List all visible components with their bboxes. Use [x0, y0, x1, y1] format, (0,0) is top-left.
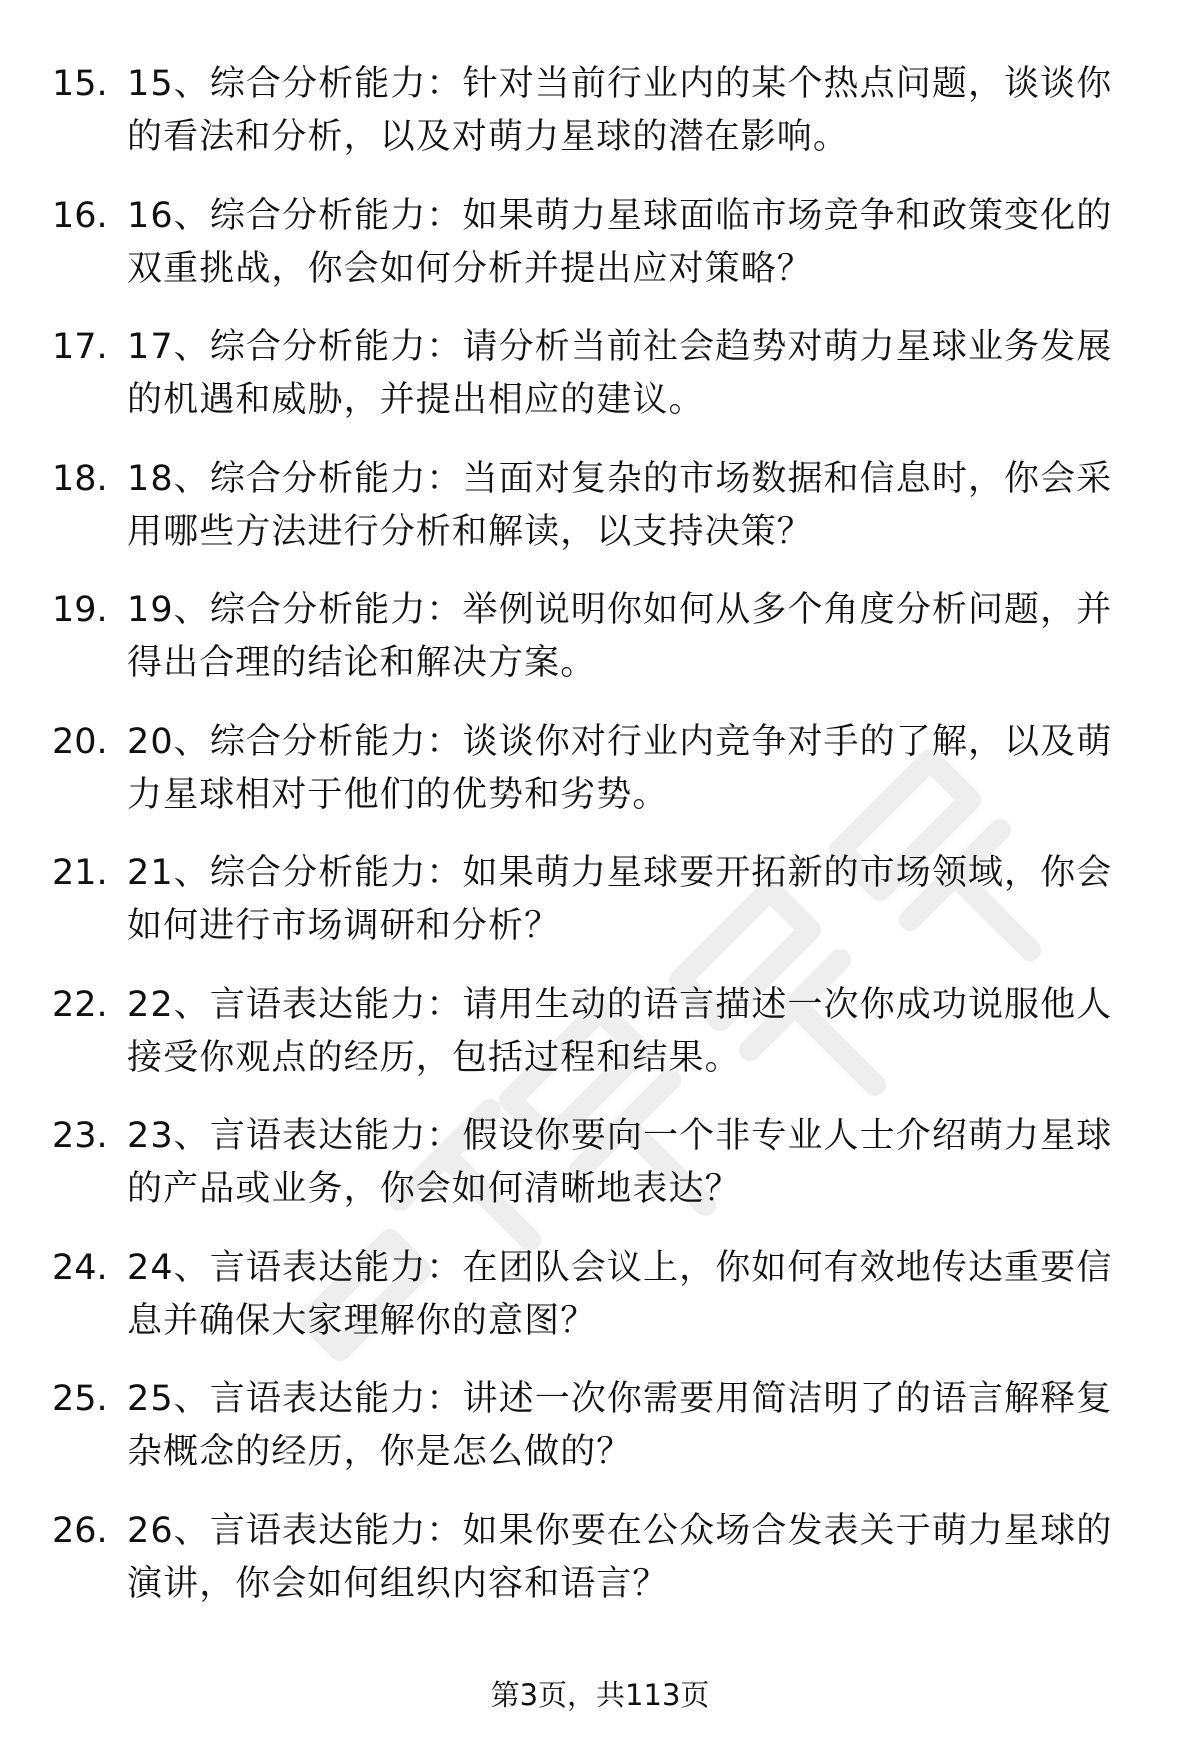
item-text: 15、综合分析能力：针对当前行业内的某个热点问题，谈谈你的看法和分析，以及对萌力星球的潜在影响。: [127, 64, 1113, 157]
item-number: 16.: [52, 195, 108, 236]
list-item: [0, 190, 1200, 322]
item-text: 23、言语表达能力：假设你要向一个非专业人士介绍萌力星球的产品或业务，你会如何清晰地表达？: [127, 1116, 1113, 1209]
item-number: 19.: [52, 590, 108, 630]
item-text: 16、综合分析能力：如果萌力星球面临市场竞争和政策变化的双重挑战，你会如何分析并提出应对策略？: [127, 195, 1113, 289]
item-text: 19、综合分析能力：举例说明你如何从多个角度分析问题，并得出合理的结论和解决方案。: [127, 590, 1113, 683]
list-item: [0, 1505, 1200, 1637]
item-text: 25、言语表达能力：讲述一次你需要用简洁明了的语言解释复杂概念的经历，你是怎么做的？: [127, 1379, 1113, 1472]
list-item: [0, 321, 1200, 453]
item-text: 20、综合分析能力：谈谈你对行业内竞争对手的了解，以及萌力星球相对于他们的优势和劣势。: [127, 721, 1113, 815]
list-item: [0, 453, 1200, 585]
item-number: 20.: [52, 721, 108, 762]
item-text: 26、言语表达能力：如果你要在公众场合发表关于萌力星球的演讲，你会如何组织内容和语言？: [127, 1510, 1113, 1604]
list-item: [0, 58, 1200, 190]
item-text: 17、综合分析能力：请分析当前社会趋势对萌力星球业务发展的机遇和威胁，并提出相应的建议。: [127, 327, 1113, 420]
list-item: [0, 979, 1200, 1111]
item-text: 18、综合分析能力：当面对复杂的市场数据和信息时，你会采用哪些方法进行分析和解读，以支持决策？: [127, 458, 1113, 552]
item-number: 24.: [52, 1247, 108, 1288]
item-number: 18.: [52, 458, 108, 499]
item-number: 22.: [52, 984, 108, 1025]
item-number: 25.: [52, 1379, 108, 1419]
question-list: [0, 58, 1200, 1636]
list-item: [0, 584, 1200, 716]
item-text: 24、言语表达能力：在团队会议上，你如何有效地传达重要信息并确保大家理解你的意图？: [127, 1247, 1113, 1341]
list-item: [0, 847, 1200, 979]
item-number: 26.: [52, 1510, 108, 1551]
item-text: 22、言语表达能力：请用生动的语言描述一次你成功说服他人接受你观点的经历，包括过程和结果。: [127, 984, 1113, 1078]
item-number: 21.: [52, 853, 108, 893]
list-item: [0, 1373, 1200, 1505]
item-number: 17.: [52, 327, 108, 367]
list-item: [0, 716, 1200, 848]
list-item: [0, 1242, 1200, 1374]
list-item: [0, 1110, 1200, 1242]
page-footer: 第3页，共113页: [490, 1678, 710, 1712]
item-number: 15.: [52, 64, 108, 104]
item-number: 23.: [52, 1116, 108, 1156]
item-text: 21、综合分析能力：如果萌力星球要开拓新的市场领域，你会如何进行市场调研和分析？: [127, 853, 1113, 946]
